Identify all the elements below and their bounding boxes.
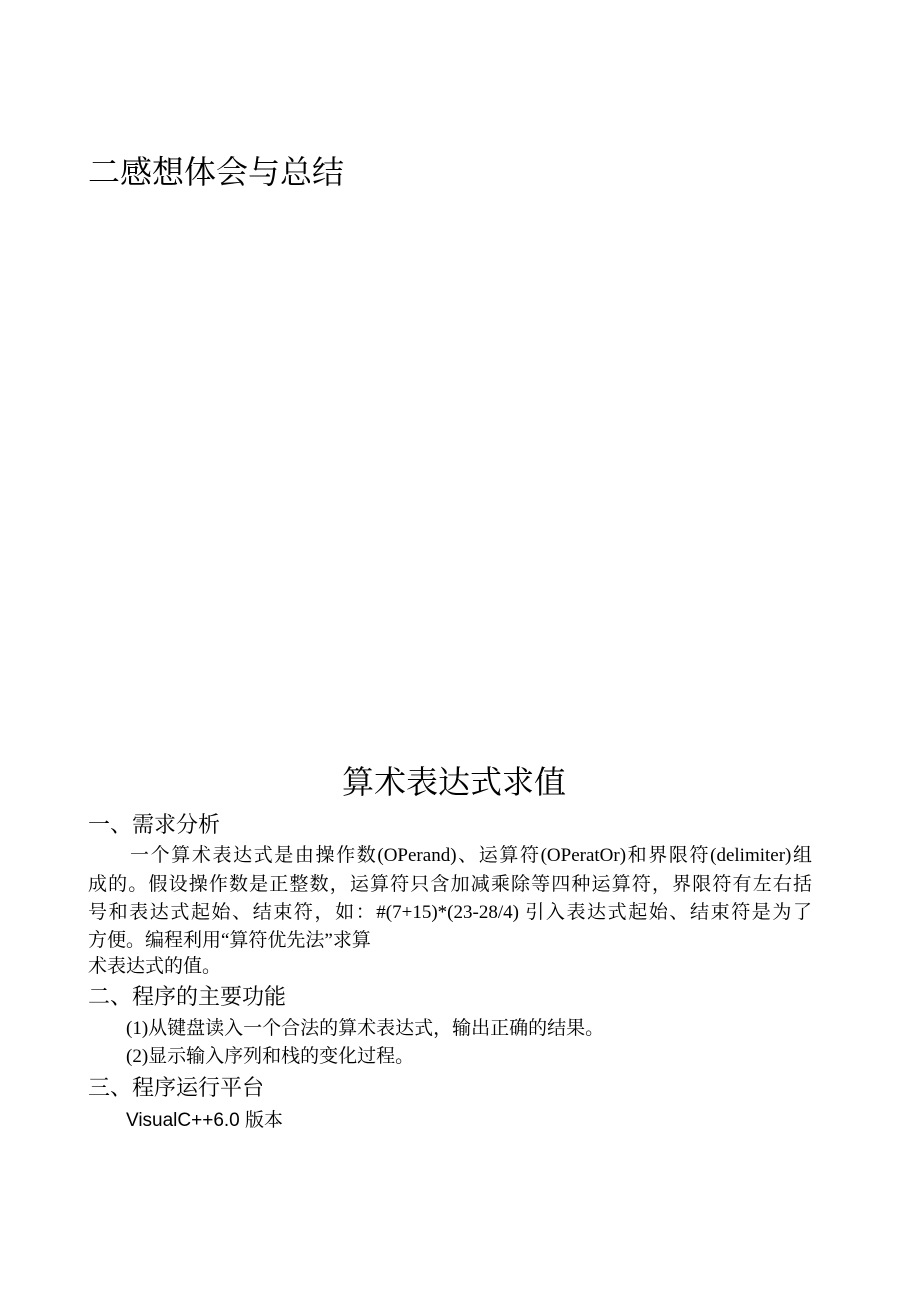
summary-heading: 二感想体会与总结 — [88, 154, 345, 190]
section-heading-platform: 三、程序运行平台 — [88, 1075, 265, 1100]
function-item: (1)从键盘读入一个合法的算术表达式，输出正确的结果。 — [126, 1018, 605, 1039]
document-title: 算术表达式求值 — [341, 764, 566, 800]
function-item: (2)显示输入序列和栈的变化过程。 — [126, 1046, 415, 1067]
platform-text: VisualC++6.0 版本 — [126, 1110, 284, 1131]
paragraph-line: 号和表达式起始、结束符，如：#(7+15)*(23-28/4) 引入表达式起始、结束符是为了 — [88, 902, 812, 923]
paragraph-line: 术表达式的值。 — [88, 956, 222, 977]
paragraph-line: 成的。假设操作数是正整数，运算符只含加减乘除等四种运算符，界限符有左右括 — [88, 874, 812, 895]
paragraph-line: 一个算术表达式是由操作数(OPerand)、运算符(OPeratOr)和界限符(delimiter)组 — [130, 845, 812, 866]
paragraph-line: 方便。编程利用“算符优先法”求算 — [88, 930, 371, 951]
section-heading-requirements: 一、需求分析 — [88, 812, 221, 837]
section-heading-functions: 二、程序的主要功能 — [88, 984, 287, 1009]
